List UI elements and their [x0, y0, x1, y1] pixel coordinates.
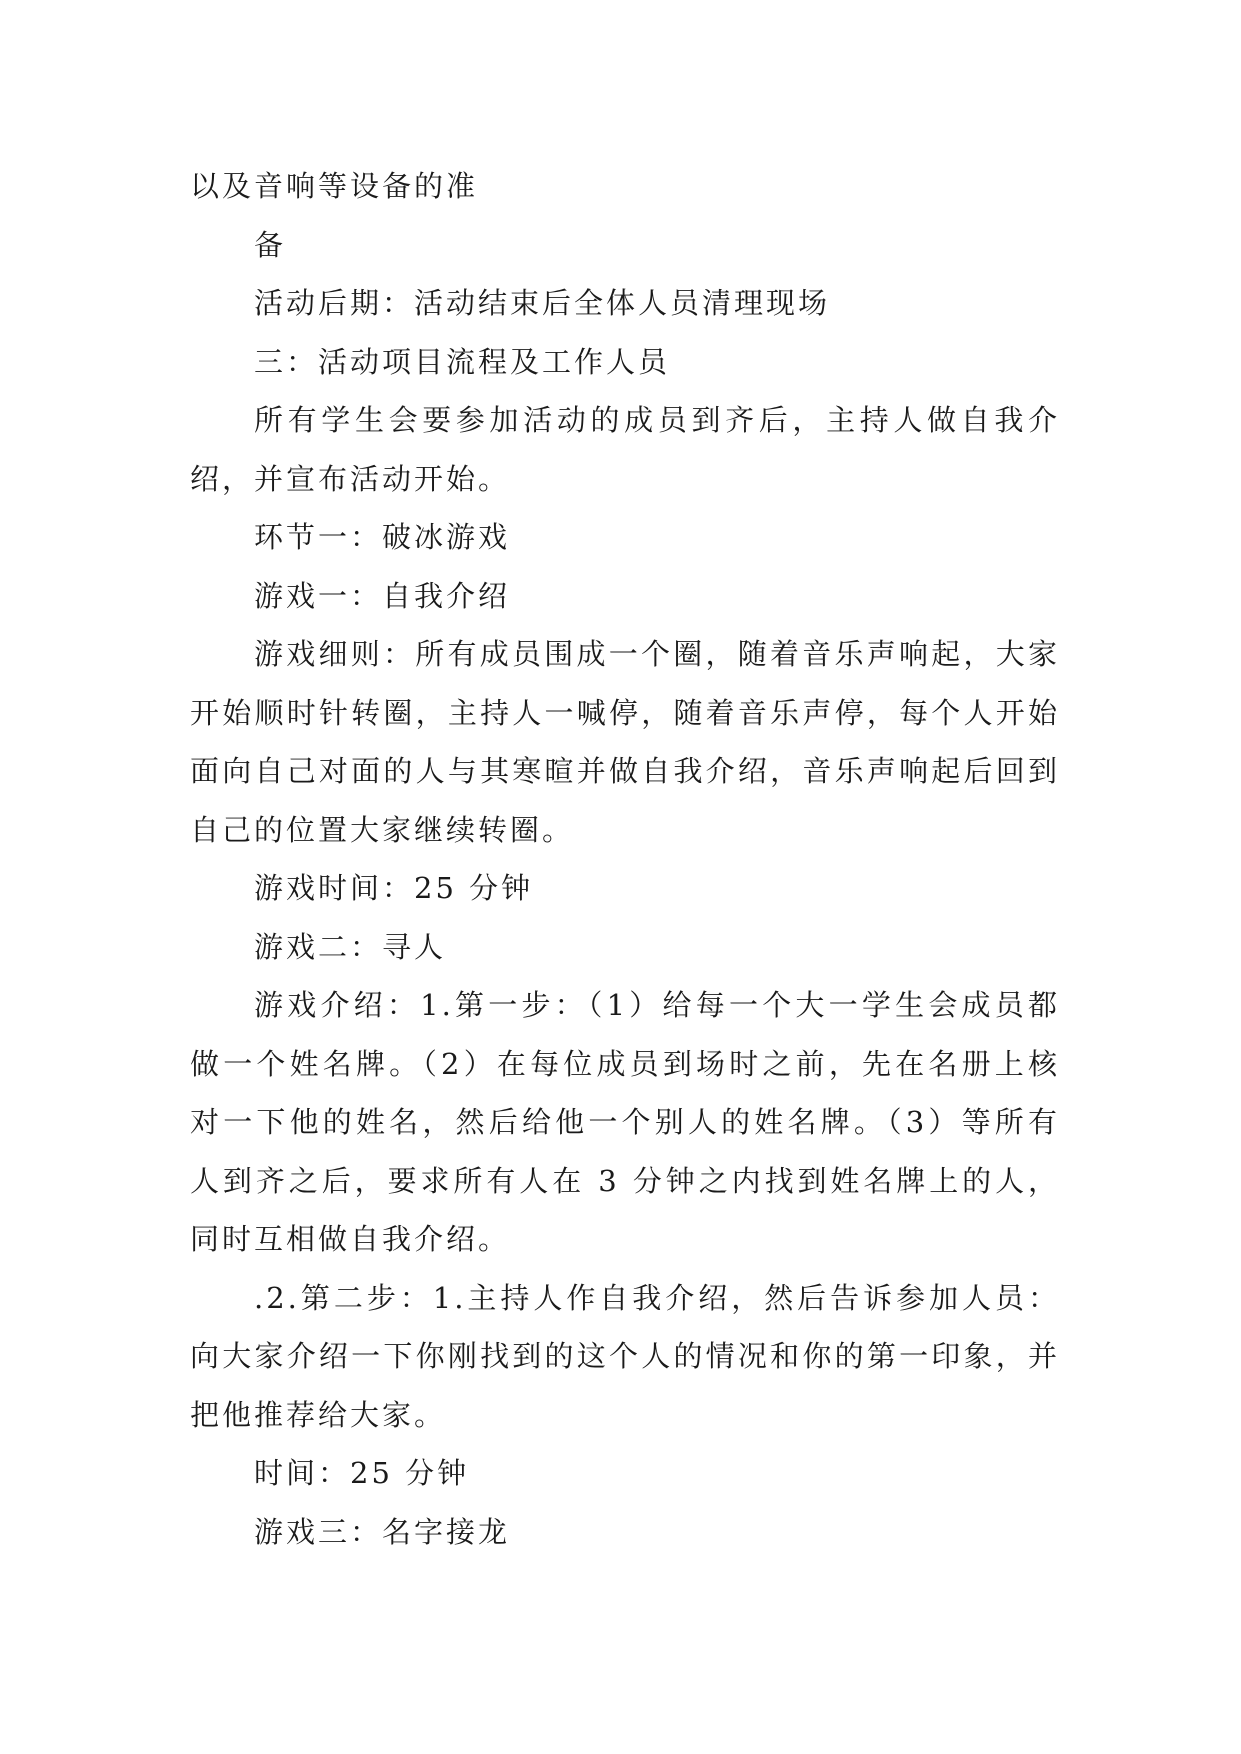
paragraph-equipment-prep: 以及音响等设备的准: [190, 169, 479, 203]
paragraph-game-two-time: 时间：25 分钟: [254, 1456, 470, 1490]
subheading-game-one: 游戏一：自我介绍: [254, 578, 511, 613]
paragraph-opening: 所有学生会要参加活动的成员到齐后，主持人做自我介绍，并宣布活动开始。: [190, 403, 1060, 496]
paragraph-game-one-time: 游戏时间：25 分钟: [254, 871, 534, 905]
paragraph-equipment-prep-cont: 备: [254, 227, 287, 262]
document-body: [190, 157, 1060, 1561]
subheading-stage-one: 环节一：破冰游戏: [254, 520, 511, 554]
section-heading-process: 三：活动项目流程及工作人员: [254, 344, 671, 379]
paragraph-post-event: 活动后期：活动结束后全体人员清理现场: [254, 286, 831, 320]
paragraph-game-one-rules: 游戏细则：所有成员围成一个圈，随着音乐声响起，大家开始顺时针转圈，主持人一喊停，随着音乐声停，每个人开始面向自己对面的人与其寒暄并做自我介绍，音乐声响起后回到自己的位置大家继续转圈。: [190, 637, 1060, 847]
paragraph-game-two-step-two: .2.第二步：1.主持人作自我介绍，然后告诉参加人员：向大家介绍一下你刚找到的这个人的情况和你的第一印象，并把他推荐给大家。: [190, 1280, 1060, 1432]
paragraph-game-two-intro: 游戏介绍：1.第一步：（1）给每一个大一学生会成员都做一个姓名牌。（2）在每位成员到场时之前，先在名册上核对一下他的姓名，然后给他一个别人的姓名牌。（3）等所有人到齐之后，要求所有人在 3 分钟之内找到姓名牌上的人，同时互相做自我介绍。: [190, 988, 1060, 1256]
subheading-game-three: 游戏三：名字接龙: [254, 1514, 511, 1549]
subheading-game-two: 游戏二：寻人: [254, 929, 447, 964]
